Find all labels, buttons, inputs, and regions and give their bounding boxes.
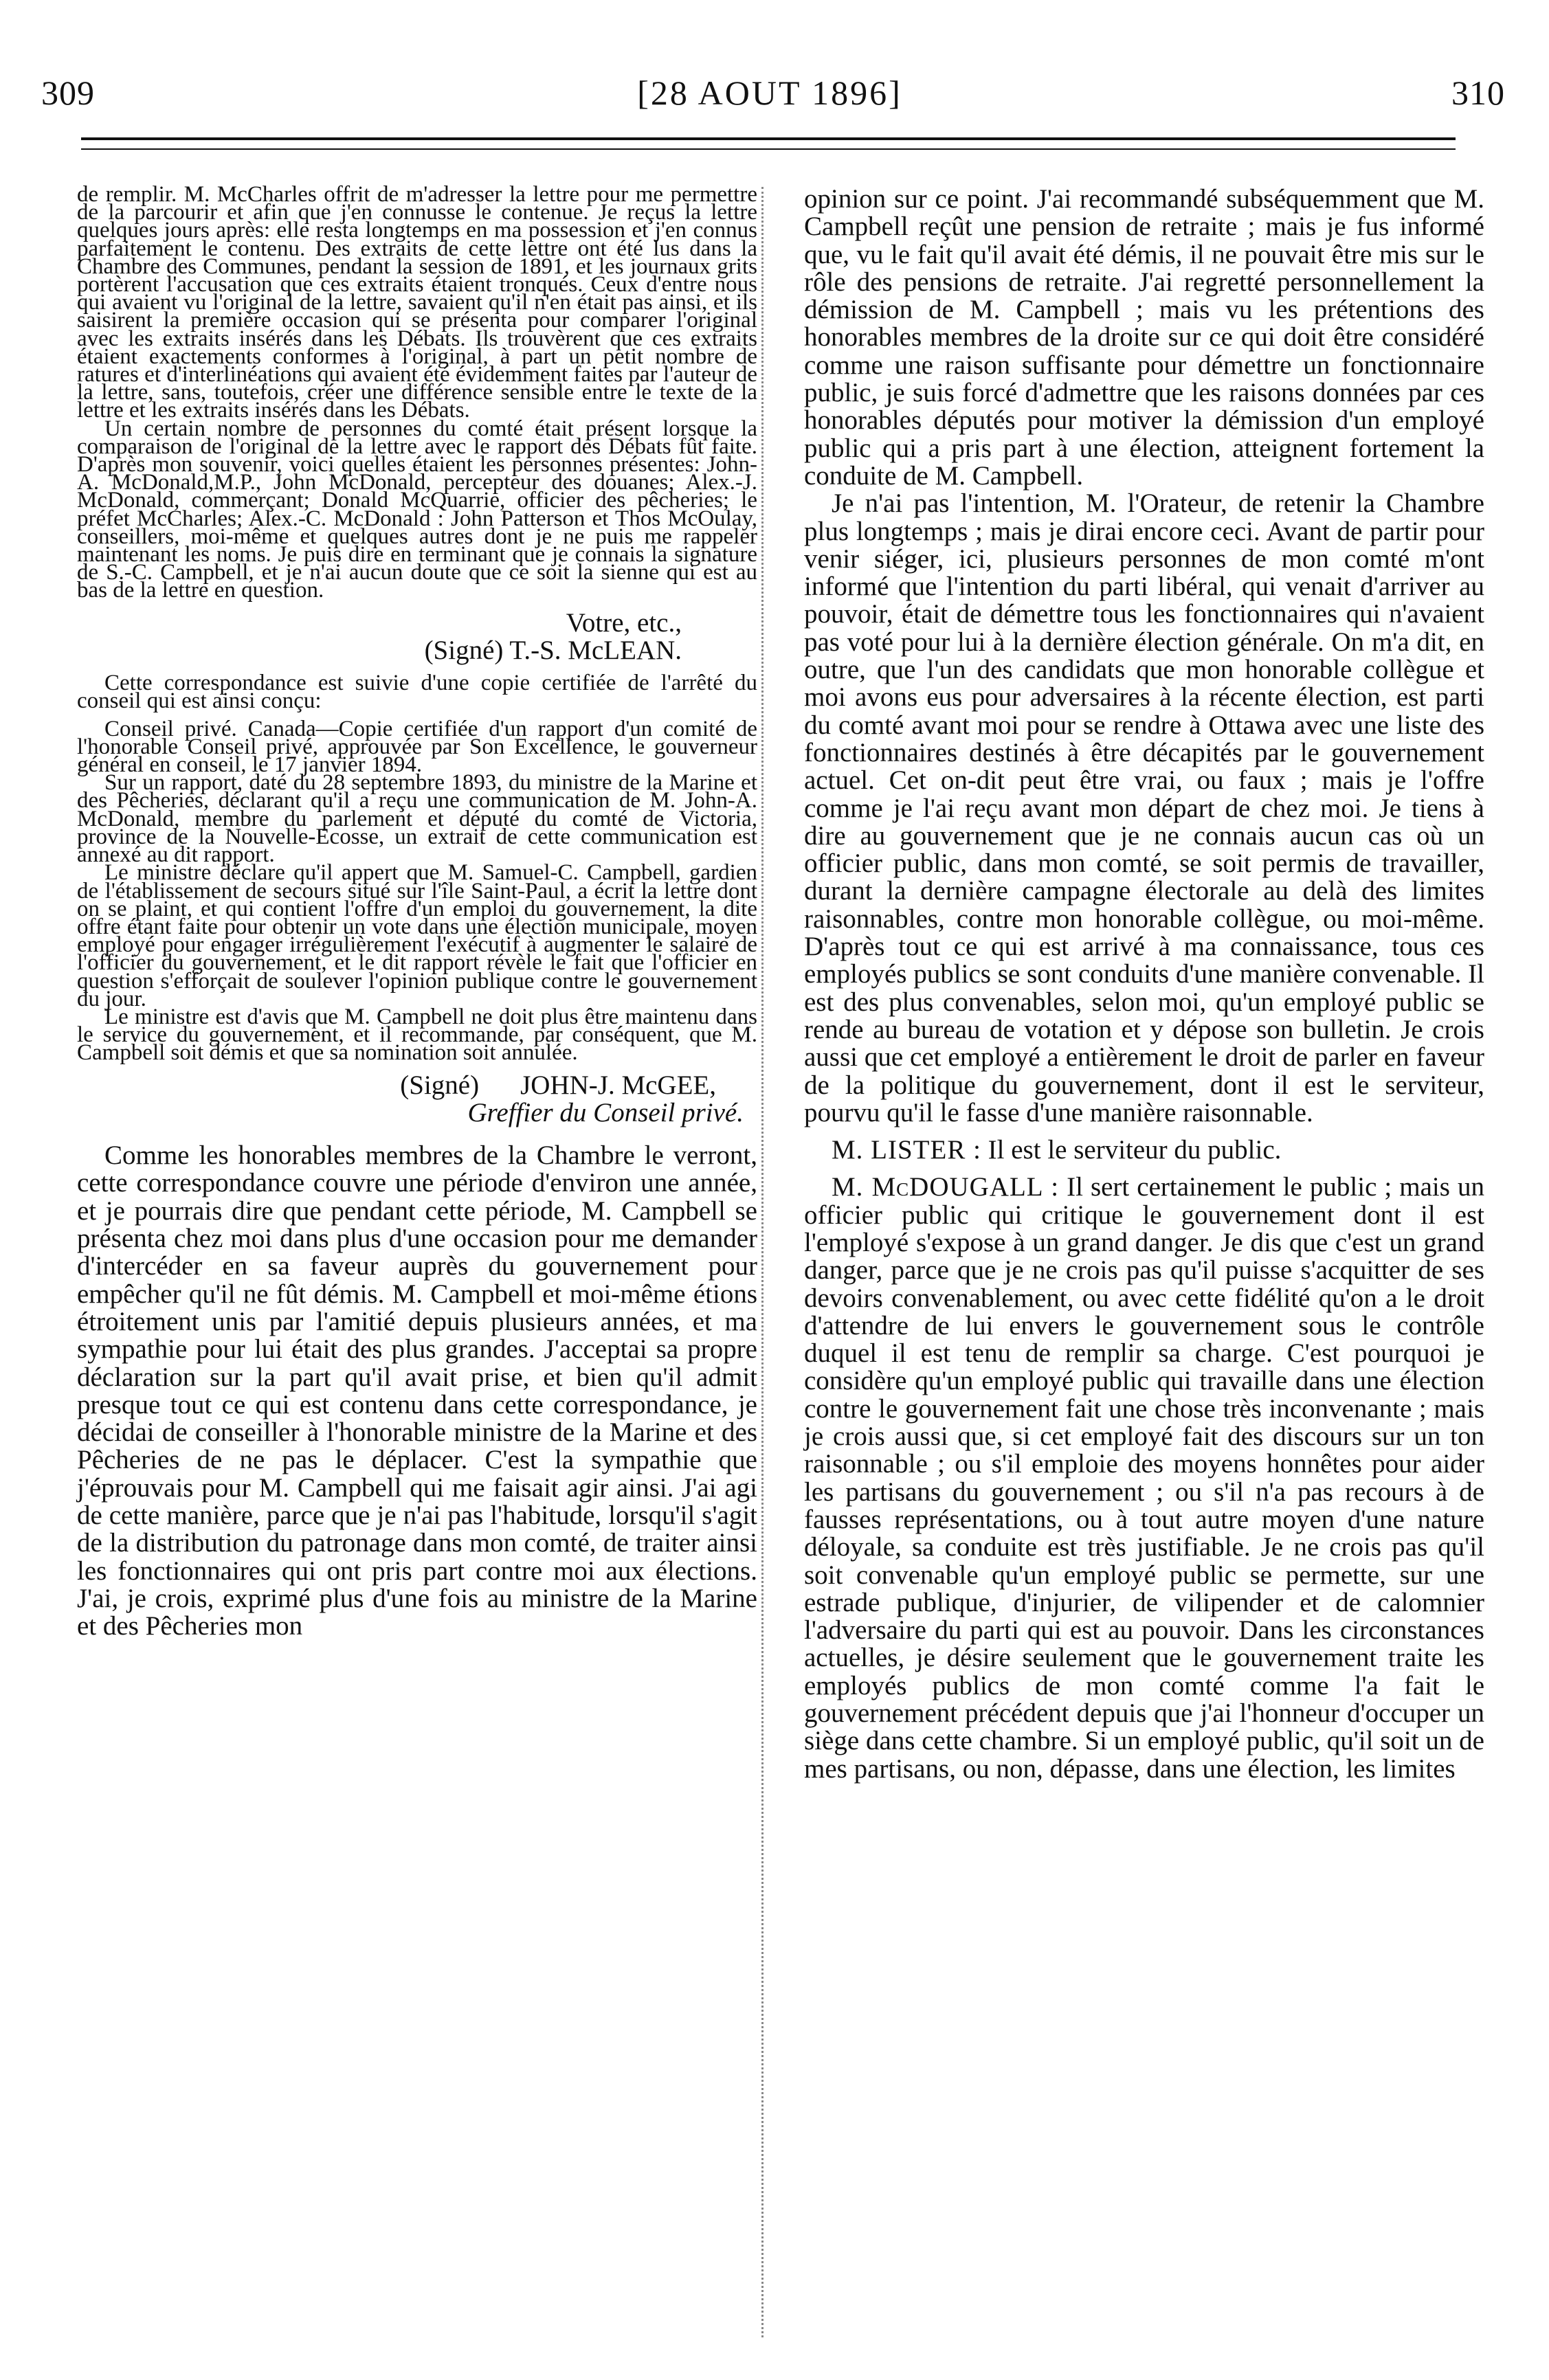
header-rule-thick bbox=[81, 137, 1456, 140]
right-page-number: 310 bbox=[1451, 74, 1505, 112]
left-column bbox=[77, 182, 757, 1641]
clerk-name: JOHN-J. McGEE, bbox=[520, 1070, 716, 1100]
letter-closing: Votre, etc., bbox=[566, 607, 682, 638]
letter-signature: (Signé) T.-S. McLEAN. bbox=[424, 635, 682, 665]
council-report-paragraph: Sur un rapport, daté du 28 septembre 1893, du ministre de la Marine et des Pêcheries, déclarant qu'il a reçu une communication de M. John-A. McDonald, membre du parlement et député du comté de Victoria, province de la Nouvelle-Ecosse, un extrait de cette communication est annexé au dit rapport. bbox=[77, 770, 757, 868]
speech-paragraph-right-1: opinion sur ce point. J'ai recommandé subséquemment que M. Campbell reçût une pension de retraite ; mais je fus informé que, vu le fait qu'il avait été démis, il ne pouvait être mis sur le rôle des pensions de retraite. J'ai regretté personnellement la démission de M. Campbell ; mais vu les prétentions des honorables membres de la droite sur ce qui doit être considéré comme une raison suffisante pour démettre un fonctionnaire public, je suis forcé d'admettre que les raisons données par ces honorables députés pour motiver la démission d'un employé public qui a pris part à une élection, atteignent fortement la conduite de M. Campbell. bbox=[804, 184, 1484, 491]
signed-label: (Signé) bbox=[400, 1070, 480, 1100]
minister-declaration: Le ministre déclare qu'il appert que M. Samuel-C. Campbell, gardien de l'établissement de secours situé sur l'île Saint-Paul, a écrit la lettre dont on se plaint, et qui contient l'offre d'un emploi du gouvernement, la dite offre étant faite pour obtenir un vote dans une élection municipale, moyen employé pour engager irrégulièrement l'exécutif à augmenter le salaire de l'officier du gouvernement, et le dit rapport révèle le fait que l'officier en question s'efforçait de soulever l'opinion publique contre le gouvernement du jour. bbox=[77, 860, 757, 1011]
council-intro: Cette correspondance est suivie d'une copie certifiée de l'arrêté du conseil qui est ainsi conçu: bbox=[77, 671, 757, 714]
clerk-title: Greffier du Conseil privé. bbox=[467, 1097, 744, 1127]
header-rule-thin bbox=[81, 148, 1456, 150]
mcdougall-remark: Il sert certainement le public ; mais un officier public qui critique le gouvernement dont il est l'employé s'expose à un grand danger. Je dis que c'est un grand danger, parce que je ne crois pas qu'il puisse s'acquitter de ses devoirs convenablement, ou avec cette fidélité qu'on a le droit d'attendre de lui envers le gouvernement sous le contrôle duquel il est tenu de remplir sa charge. C'est pourquoi je considère qu'un employé public qui travaille dans une élection contre le gouvernement fait une chose très inconvenante ; mais je crois aussi que, si cet employé fait des discours sur un ton raisonnable ; ou s'il emploie des moyens honnêtes pour aider les partisans du gouvernement ; ou s'il n'a pas recours à de fausses représentations, ou à tout autre moyen d'une nature déloyale, sa conduite est très justifiable. Je ne crois pas qu'il soit convenable qu'un employé public se permette, sur une estrade publique, d'injurier, de vilipender et de calomnier l'adversaire du parti qui est au pouvoir. Dans les circonstances actuelles, je désire seulement que le gouvernement traite les employés publics de mon comté comme l'a fait le gouvernement précédent depuis que j'ai l'honneur d'occuper un siège dans cette chambre. Si un employé public, qu'il soit un de mes partisans, ou non, dépasse, dans une élection, les limites bbox=[804, 1172, 1484, 1784]
speech-paragraph-left: Comme les honorables membres de la Chambre le verront, cette correspondance couvre une période d'environ une année, et je pourrais dire que pendant cette période, M. Campbell se présenta chez moi dans plus d'une occasion pour me demander d'intercéder en sa faveur auprès du gouvernement pour empêcher qu'il ne fût démis. M. Campbell et moi-même étions étroitement unis par l'amitié depuis plusieurs années, et ma sympathie pour lui était des plus grandes. J'acceptai sa propre déclaration sur la part qu'il avait prise, et bien qu'il admit presque tout ce qui est contenu dans cette correspondance, je décidai de conseiller à l'honorable ministre de la Marine et des Pêcheries de ne pas le déplacer. C'est la sympathie que j'éprouvais pour M. Campbell qui me faisait agir ainsi. J'ai agi de cette manière, parce que je n'ai pas l'habitude, lorsqu'il s'agit de la distribution du patronage dans mon comté, de traiter ainsi les fonctionnaires qui ont pris part contre moi aux élections. J'ai, je crois, exprimé plus d'une fois au ministre de la Marine et des Pêcheries mon bbox=[77, 1141, 757, 1641]
header-date: [28 AOUT 1896] bbox=[637, 74, 902, 112]
lister-interjection bbox=[804, 1136, 1484, 1164]
right-column bbox=[804, 186, 1484, 1783]
speaker-lister: M. LISTER : bbox=[832, 1135, 981, 1165]
column-divider bbox=[761, 187, 764, 2337]
letter-paragraph-1: de remplir. M. McCharles offrit de m'adresser la lettre pour me permettre de la parcourir et afin que j'en connusse le contenue. Je reçus la lettre quelques jours après: elle resta longtemps en ma possession et j'en connus parfaitement le contenu. Des extraits de cette lettre ont été lus dans la Chambre des Communes, pendant la session de 1891, et les journaux grits portèrent l'accusation que ces extraits étaient tronqués. Ceux d'entre nous qui avaient vu l'original de la lettre, savaient qu'il n'en était pas ainsi, et ils saisirent la première occasion qui se présenta pour comparer l'original avec les extraits insérés dans les Débats. Ils trouvèrent que ces extraits étaient exactements conformes à l'original, à part un petit nombre de ratures et d'interlinéations qui avaient été évidemment faites par l'auteur de la lettre, sans, toutefois, créer une différence sensible entre le texte de la lettre et les extraits insérés dans les Débats. bbox=[77, 182, 757, 423]
page-header bbox=[27, 69, 1512, 117]
council-order-heading: Conseil privé. Canada—Copie certifiée d'un rapport d'un comité de l'honorable Conseil privé, approuvée par Son Excellence, le gouverneur général en conseil, le 17 janvier 1894. bbox=[77, 716, 757, 778]
mcdougall-speech bbox=[804, 1174, 1484, 1783]
speaker-mcdougall: M. McDOUGALL : bbox=[832, 1172, 1060, 1202]
lister-remark: Il est le serviteur du public. bbox=[981, 1135, 1282, 1165]
minister-recommendation: Le ministre est d'avis que M. Campbell ne doit plus être maintenu dans le service du gouvernement, et il recommande, par conséquent, que M. Campbell soit démis et que sa nomination soit annulée. bbox=[77, 1004, 757, 1066]
clerk-signature bbox=[77, 1072, 757, 1099]
letter-paragraph-2: Un certain nombre de personnes du comté était présent lorsque la comparaison de l'original de la lettre avec le rapport des Débats fût faite. D'après mon souvenir, voici quelles étaient les personnes présentes: John-A. McDonald,M.P., John McDonald, percepteur des douanes; Alex.-J. McDonald, commerçant; Donald McQuarrie, officier des pêcheries; le préfet McCharles; Alex.-C. McDonald : John Patterson et Thos McOulay, conseillers, moi-même et quelques autres dont je ne puis me rappeler maintenant les noms. Je puis dire en terminant que je connais la signature de S.-C. Campbell, et je n'ai aucun doute que ce soit la sienne qui est au bas de la lettre en question. bbox=[77, 416, 757, 603]
speech-paragraph-right-2: Je n'ai pas l'intention, M. l'Orateur, de retenir la Chambre plus longtemps ; mais je dirai encore ceci. Avant de partir pour venir siéger, ici, plusieurs personnes de mon comté m'ont informé que l'intention du parti libéral, qui venait d'arriver au pouvoir, était de démettre tous les fonctionnaires qui n'avaient pas voté pour lui à la dernière élection générale. On m'a dit, en outre, que l'un des candidats que mon honorable collègue et moi avons eus pour adversaires à la récente élection, est parti du comté avant moi pour se rendre à Ottawa avec une liste des fonctionnaires destinés à être décapités par le gouvernement actuel. Cet on-dit peut être vrai, ou faux ; mais je l'offre comme je l'ai reçu avant mon départ de chez moi. Je tiens à dire au gouvernement que je ne connais aucun cas où un officier public, dans mon comté, se soit permis de travailler, durant la dernière campagne électorale au delà des limites raisonnables, contre mon honorable collègue, ou moi-même. D'après tout ce qui est arrivé à ma connaissance, tous ces employés publics se sont conduits d'une manière convenable. Il est des plus convenables, selon moi, qu'un employé public se rende au bureau de votation et y dépose son bulletin. Je crois aussi que cet employé a entièrement le droit de parler en faveur de la politique du gouvernement, dont il est le serviteur, pourvu qu'il le fasse d'une manière raisonnable. bbox=[804, 489, 1484, 1127]
left-page-number: 309 bbox=[41, 74, 95, 112]
